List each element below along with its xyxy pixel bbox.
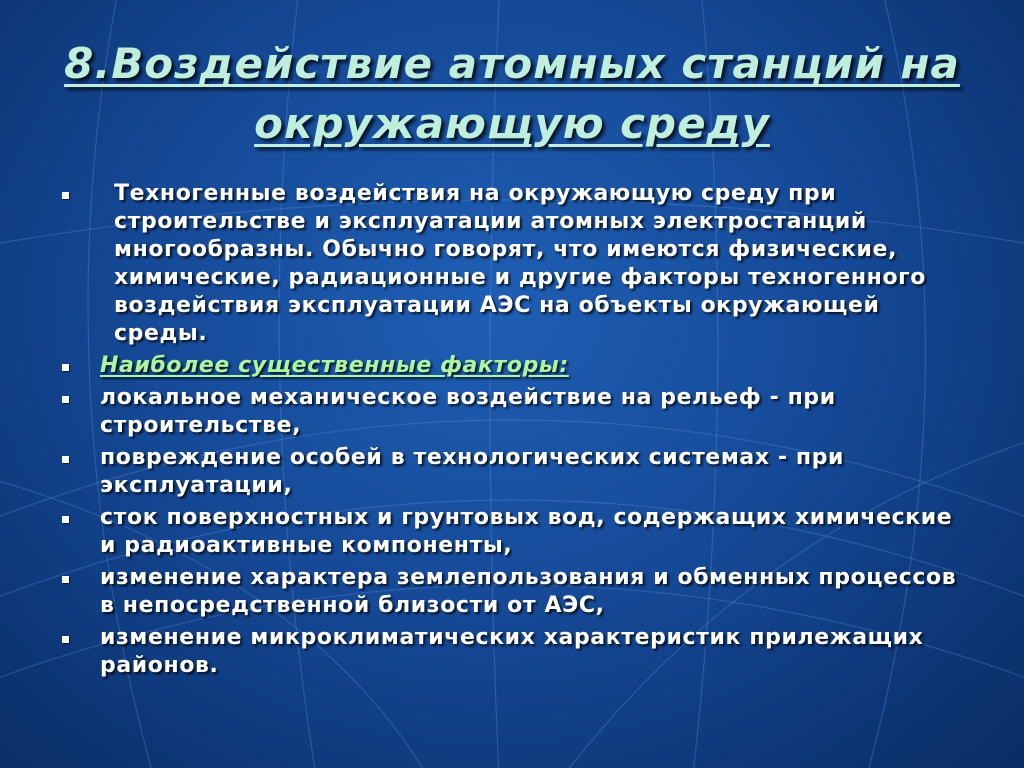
bullet-item (58, 444, 958, 500)
bullet-item (58, 564, 958, 620)
bullet-text: сток поверхностных и грунтовых вод, содержащих химические и радиоактивные компоненты, (100, 505, 953, 558)
slide-title-line-2: окружающую среду (254, 99, 770, 148)
bullet-list (58, 180, 958, 684)
bullet-item (58, 384, 958, 440)
square-bullet-icon (62, 192, 69, 199)
square-bullet-icon (62, 456, 69, 463)
slide-title (40, 34, 984, 154)
bullet-text: локальное механическое воздействие на рельеф - при строительстве, (100, 385, 836, 438)
square-bullet-icon (62, 396, 69, 403)
bullet-item-heading (58, 352, 958, 380)
bullet-text: повреждение особей в технологических системах - при эксплуатации, (100, 445, 845, 498)
square-bullet-icon (62, 516, 69, 523)
bullet-text: изменение характера землепользования и обменных процессов в непосредственной близости от АЭС, (100, 565, 957, 618)
bullet-item (58, 180, 958, 348)
bullet-text: Наиболее существенные факторы: (100, 353, 569, 378)
bullet-item (58, 624, 958, 680)
square-bullet-icon (62, 636, 69, 643)
bullet-item (58, 504, 958, 560)
slide-title-line-1: 8.Воздействие атомных станций на (64, 39, 960, 88)
bullet-text: Техногенные воздействия на окружающую среду при строительстве и эксплуатации атомных электростанций многообразны. Обычно говорят, что имеются физические, химические, радиационные и другие факторы техногенного воздействия эксплуатации АЭС на объекты окружающей среды. (114, 181, 926, 346)
bullet-text: изменение микроклиматических характеристик прилежащих районов. (100, 625, 924, 678)
square-bullet-icon (62, 576, 69, 583)
square-bullet-icon (62, 364, 69, 371)
